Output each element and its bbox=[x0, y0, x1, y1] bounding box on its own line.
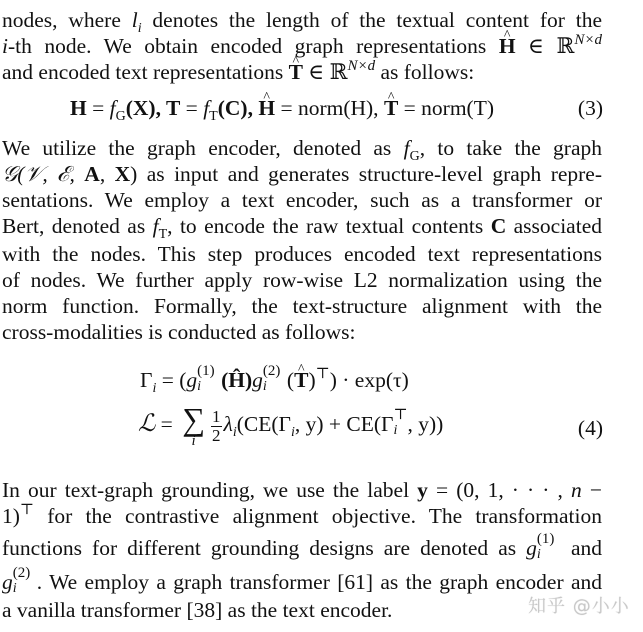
text: as follows: bbox=[375, 60, 475, 84]
text: Bert, denoted as bbox=[2, 214, 146, 238]
paragraph3-line1 bbox=[2, 478, 602, 502]
sub-i: i bbox=[197, 379, 202, 394]
text: In our text-graph grounding, we use the label bbox=[2, 478, 418, 502]
superscript: N×d bbox=[574, 32, 602, 48]
g: g bbox=[186, 368, 198, 392]
transpose: ⊤ bbox=[393, 406, 408, 423]
f: f bbox=[203, 96, 210, 120]
paragraph3-line4 bbox=[2, 565, 602, 596]
sym-y: y bbox=[417, 478, 428, 502]
equation-4-line2 bbox=[138, 401, 444, 449]
text: and bbox=[560, 536, 602, 560]
sub-i: i bbox=[12, 581, 17, 596]
sub-i: i bbox=[137, 21, 142, 36]
text: nodes, where bbox=[2, 8, 132, 32]
text: (X), bbox=[125, 96, 166, 120]
equation-3 bbox=[70, 96, 494, 124]
transpose: ⊤ bbox=[315, 366, 330, 382]
f: f bbox=[152, 214, 159, 238]
supsub bbox=[393, 406, 408, 438]
H-hat: ^ H bbox=[499, 34, 516, 58]
supsub bbox=[262, 363, 287, 394]
g: g bbox=[2, 570, 13, 594]
sym-X: X bbox=[114, 162, 131, 186]
supsub bbox=[12, 565, 37, 596]
text: . We employ a graph transformer [61] as the graph encoder and bbox=[36, 570, 602, 594]
text: for the contrastive alignment objective. The transformation bbox=[34, 504, 602, 528]
supsub bbox=[536, 531, 561, 562]
sup-2: (2) bbox=[12, 565, 31, 581]
paragraph2-line6: of nodes. We further apply row-wise L2 normalization using the bbox=[2, 268, 602, 292]
sub-i: i bbox=[232, 424, 237, 440]
paragraph1-line2 bbox=[2, 34, 602, 58]
equation-3-number: (3) bbox=[577, 96, 603, 120]
supsub bbox=[197, 363, 221, 394]
text: , y)) bbox=[407, 411, 444, 436]
var-n: n bbox=[571, 478, 582, 502]
sym-C: C bbox=[490, 214, 507, 238]
paragraph3-line3 bbox=[2, 531, 602, 562]
transpose: ⊤ bbox=[19, 502, 35, 518]
denominator: 2 bbox=[212, 425, 221, 445]
sym-H: H bbox=[70, 96, 87, 120]
text: = bbox=[180, 96, 204, 120]
text: = bbox=[155, 411, 179, 436]
sub-T: T bbox=[209, 109, 218, 124]
text: functions for different grounding designs are denoted as bbox=[2, 536, 527, 560]
text: = ( bbox=[156, 368, 187, 392]
sub-i: i bbox=[393, 422, 398, 438]
g: g bbox=[252, 368, 263, 392]
text: ∈ ℝ bbox=[515, 34, 575, 58]
fraction bbox=[211, 408, 222, 445]
sym-T: T bbox=[165, 96, 181, 120]
text: ) bbox=[308, 368, 316, 392]
sub-G: G bbox=[409, 149, 420, 164]
gamma: Γ bbox=[140, 368, 153, 392]
text: = norm(H), bbox=[275, 96, 384, 120]
var-i: i bbox=[2, 34, 8, 58]
text: denotes the length of the textual content for the bbox=[141, 8, 603, 32]
text: , y) + CE(Γ bbox=[294, 411, 394, 436]
text: associated bbox=[506, 214, 602, 238]
text: (C), bbox=[217, 96, 259, 120]
text: 1) bbox=[2, 504, 20, 528]
sum bbox=[182, 401, 205, 449]
text: = bbox=[86, 96, 110, 120]
H-hat: ^ H bbox=[258, 96, 275, 120]
text: and encoded text representations bbox=[2, 60, 289, 84]
sub-T: T bbox=[158, 227, 168, 242]
paragraph3-line2 bbox=[2, 504, 602, 528]
text: as input and generates structure-level graph repre- bbox=[146, 162, 603, 186]
sym-A: A bbox=[84, 162, 100, 186]
H-hat-arg: (Ĥ) bbox=[221, 368, 253, 392]
L-script: ℒ bbox=[138, 410, 156, 437]
T-hat: ^ T bbox=[294, 368, 308, 392]
sub-G: G bbox=[115, 109, 126, 124]
sub-i: i bbox=[536, 547, 541, 562]
sub-i: i bbox=[262, 379, 267, 394]
paragraph2-line7: norm function. Formally, the text-structure alignment with the bbox=[2, 294, 602, 318]
text: , to encode the raw textual contents bbox=[167, 214, 491, 238]
lambda: λ bbox=[223, 411, 233, 436]
text: − bbox=[581, 478, 602, 502]
sup-1: (1) bbox=[197, 363, 215, 379]
paragraph2-line3: sentations. We employ a text encoder, such as a transformer or bbox=[2, 188, 602, 212]
text: (CE(Γ bbox=[236, 411, 291, 436]
text: , to take the graph bbox=[419, 136, 602, 160]
sum-symbol: ∑ bbox=[182, 401, 205, 437]
paragraph2-line2: 𝒢(𝒱, ℰ, A, X) as input and generates structure-level graph repre- bbox=[2, 162, 603, 186]
paragraph2-line4 bbox=[2, 214, 602, 242]
text: ( bbox=[286, 368, 295, 392]
text: ) · exp(τ) bbox=[329, 368, 409, 392]
text: -th node. We obtain encoded graph representations bbox=[7, 34, 499, 58]
equation-4-number: (4) bbox=[577, 416, 603, 440]
superscript: N×d bbox=[347, 58, 376, 74]
graph-expr: 𝒢(𝒱, ℰ, bbox=[2, 162, 85, 186]
f: f bbox=[109, 96, 116, 120]
g: g bbox=[526, 536, 537, 560]
paragraph2-line8: cross-modalities is conducted as follows: bbox=[2, 320, 356, 344]
text: = norm(T) bbox=[398, 96, 494, 120]
sum-index: i bbox=[191, 433, 196, 449]
paragraph2-line5: with the nodes. This step produces encoded text representations bbox=[2, 242, 602, 266]
T-hat: ^ T bbox=[384, 96, 398, 120]
numerator: 1 bbox=[212, 406, 221, 426]
zhihu-watermark: 知乎 @小小 bbox=[528, 596, 630, 617]
sub-i: i bbox=[152, 381, 157, 396]
f: f bbox=[403, 136, 410, 160]
equation-4-line1 bbox=[140, 363, 409, 396]
var-l: l bbox=[131, 8, 138, 32]
paragraph2-line1 bbox=[2, 136, 602, 164]
sup-2: (2) bbox=[262, 363, 281, 379]
text: We utilize the graph encoder, denoted as bbox=[2, 136, 392, 160]
sub-i: i bbox=[290, 424, 295, 440]
paragraph3-line5: a vanilla transformer [38] as the text encoder. bbox=[2, 598, 393, 622]
paragraph1-line3 bbox=[2, 60, 602, 84]
text: ∈ ℝ bbox=[302, 60, 348, 84]
paragraph1-line1 bbox=[2, 8, 603, 36]
text: = (0, 1, · · · , bbox=[427, 478, 572, 502]
T-hat: ^ T bbox=[289, 60, 303, 84]
sup-1: (1) bbox=[536, 531, 555, 547]
